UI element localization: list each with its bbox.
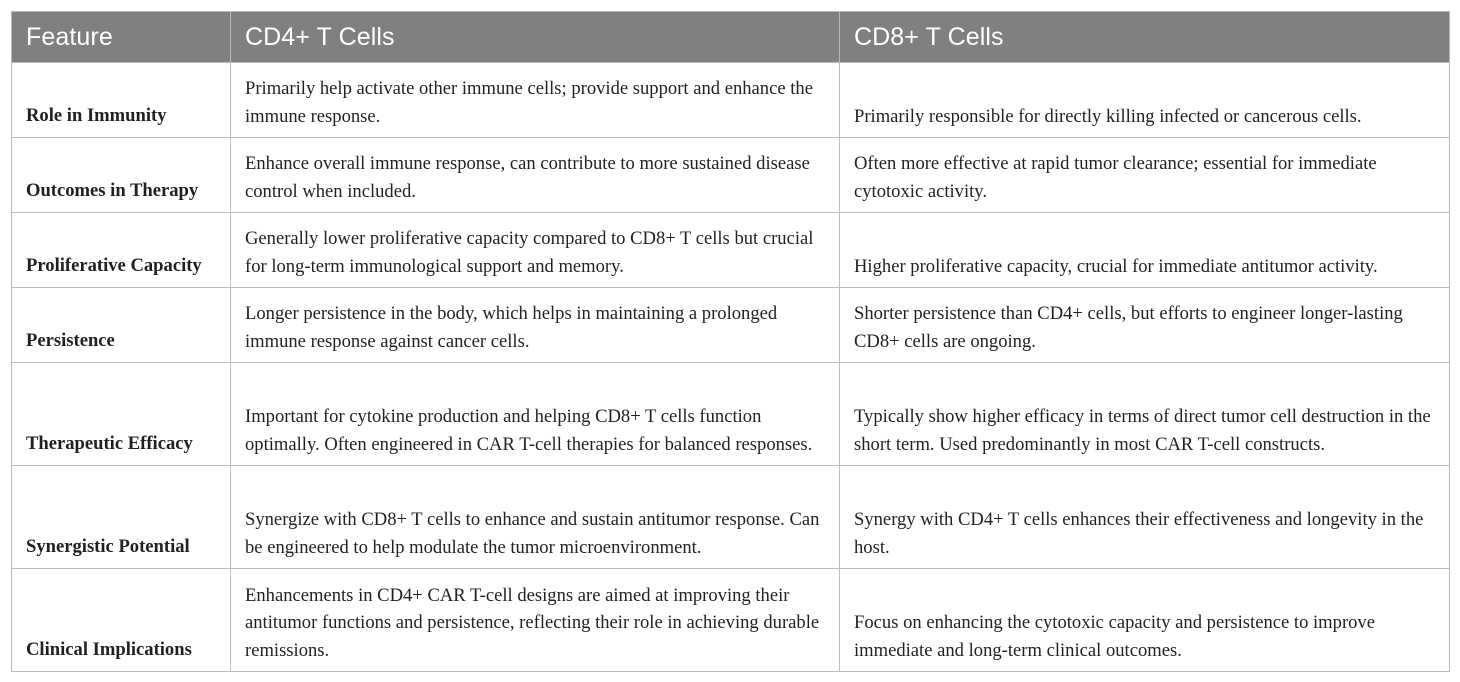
table-body: [12, 63, 1450, 672]
table-row: [12, 569, 1450, 672]
feature-cell: Clinical Implications: [12, 569, 231, 672]
cd8-cell: Focus on enhancing the cytotoxic capacity and persistence to improve immediate and long-term clinical outcomes.: [840, 569, 1450, 672]
header-cd8: CD8+ T Cells: [840, 12, 1450, 63]
cd4-cell: Generally lower proliferative capacity compared to CD8+ T cells but crucial for long-term immunological support and memory.: [231, 213, 840, 288]
cd4-cell: Enhancements in CD4+ CAR T-cell designs are aimed at improving their antitumor functions and persistence, reflecting their role in achieving durable remissions.: [231, 569, 840, 672]
table-row: [12, 288, 1450, 363]
cd4-cell: Enhance overall immune response, can contribute to more sustained disease control when included.: [231, 138, 840, 213]
cd8-cell: Synergy with CD4+ T cells enhances their effectiveness and longevity in the host.: [840, 466, 1450, 569]
table-row: [12, 466, 1450, 569]
cd8-cell: Higher proliferative capacity, crucial for immediate antitumor activity.: [840, 213, 1450, 288]
table-row: [12, 363, 1450, 466]
feature-cell: Role in Immunity: [12, 63, 231, 138]
cd4-cell: Synergize with CD8+ T cells to enhance and sustain antitumor response. Can be engineered to help modulate the tumor microenvironment.: [231, 466, 840, 569]
cd4-cell: Primarily help activate other immune cells; provide support and enhance the immune response.: [231, 63, 840, 138]
cd8-cell: Typically show higher efficacy in terms of direct tumor cell destruction in the short term. Used predominantly in most CAR T-cell constructs.: [840, 363, 1450, 466]
header-row: [12, 12, 1450, 63]
cd8-cell: Often more effective at rapid tumor clearance; essential for immediate cytotoxic activity.: [840, 138, 1450, 213]
table-row: [12, 63, 1450, 138]
table-header: [12, 12, 1450, 63]
cd4-cell: Longer persistence in the body, which helps in maintaining a prolonged immune response against cancer cells.: [231, 288, 840, 363]
header-feature: Feature: [12, 12, 231, 63]
header-cd4: CD4+ T Cells: [231, 12, 840, 63]
feature-cell: Outcomes in Therapy: [12, 138, 231, 213]
feature-cell: Proliferative Capacity: [12, 213, 231, 288]
cd8-cell: Primarily responsible for directly killing infected or cancerous cells.: [840, 63, 1450, 138]
feature-cell: Therapeutic Efficacy: [12, 363, 231, 466]
feature-cell: Synergistic Potential: [12, 466, 231, 569]
feature-cell: Persistence: [12, 288, 231, 363]
table-row: [12, 138, 1450, 213]
cd4-cell: Important for cytokine production and helping CD8+ T cells function optimally. Often engineered in CAR T-cell therapies for balanced responses.: [231, 363, 840, 466]
table-row: [12, 213, 1450, 288]
cd8-cell: Shorter persistence than CD4+ cells, but efforts to engineer longer-lasting CD8+ cells are ongoing.: [840, 288, 1450, 363]
comparison-table: [11, 11, 1450, 672]
